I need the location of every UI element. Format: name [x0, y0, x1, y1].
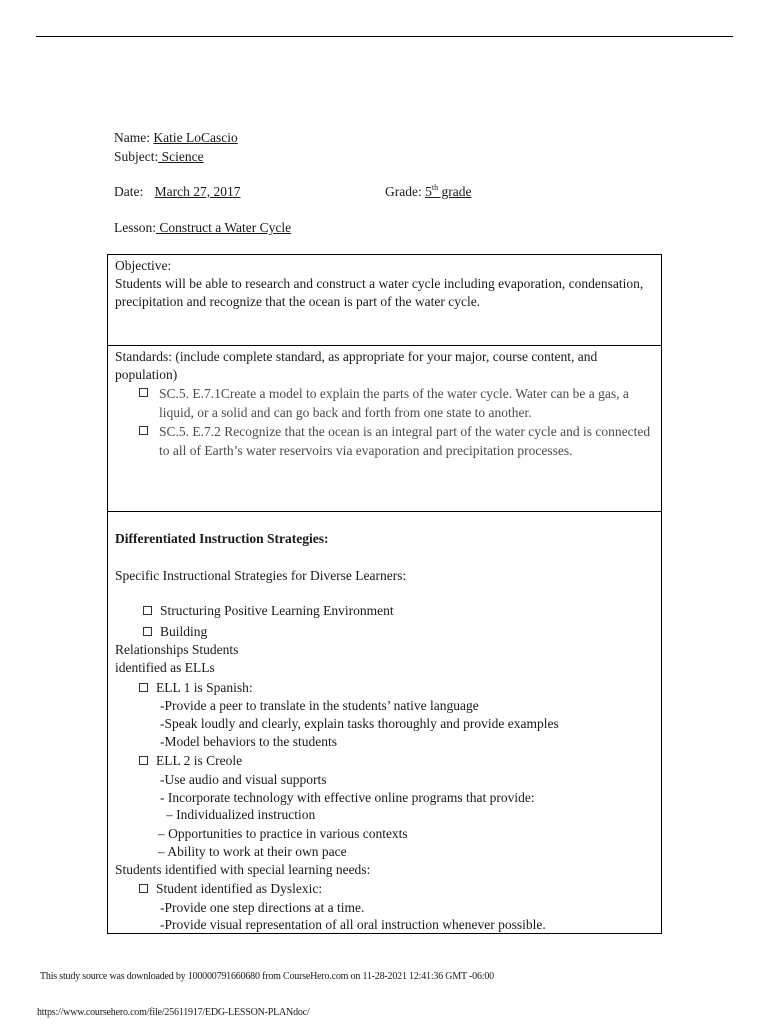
ell1-point: -Provide a peer to translate in the students’ native language: [160, 698, 479, 713]
lesson-value: Construct a Water Cycle: [156, 220, 292, 235]
dyslexic-checkbox[interactable]: [139, 884, 148, 893]
differentiated-heading: Differentiated Instruction Strategies:: [115, 531, 329, 546]
dyslexic-item: [139, 880, 322, 898]
ell2-subpoint: – Individualized instruction: [166, 807, 316, 822]
ell1-checkbox[interactable]: [139, 683, 148, 692]
strategy-1-checkbox[interactable]: [143, 606, 152, 615]
strategy-item-1: [143, 602, 394, 620]
ell2-subpoint: – Ability to work at their own pace: [158, 844, 347, 859]
ell2-checkbox[interactable]: [139, 756, 148, 765]
date-line: [114, 183, 240, 201]
name-value: Katie LoCascio: [153, 130, 238, 145]
grade-number: 5: [425, 184, 432, 199]
standard-2-text: SC.5. E.7.2 Recognize that the ocean is an integral part of the water cycle and is connected to all of Earth’s water reservoirs via evaporation and precipitation processes.: [159, 424, 651, 458]
special-needs-line: Students identified with special learning needs:: [115, 862, 371, 877]
standards-box: [107, 345, 662, 512]
grade-line: [385, 183, 471, 201]
grade-suffix: grade: [438, 184, 472, 199]
name-line: [114, 129, 238, 147]
ell2-item: [139, 752, 242, 770]
identified-ells-line: identified as ELLs: [115, 660, 215, 675]
differentiated-box: [107, 511, 662, 934]
ell1-text: ELL 1 is Spanish:: [156, 680, 253, 695]
date-label: Date:: [114, 184, 144, 199]
relationships-line: Relationships Students: [115, 642, 239, 657]
standard-1-text: SC.5. E.7.1Create a model to explain the parts of the water cycle. Water can be a gas, a liquid, or a solid and can go back and forth from one state to another.: [159, 386, 629, 420]
lesson-line: [114, 219, 291, 237]
standard-2-checkbox[interactable]: [139, 426, 148, 435]
subject-line: [114, 148, 204, 166]
objective-label: Objective:: [115, 258, 172, 273]
standards-label: Standards: (include complete standard, as appropriate for your major, course content, and population): [115, 349, 598, 382]
ell2-point: - Incorporate technology with effective online programs that provide:: [160, 790, 535, 805]
standard-1-checkbox-wrap: [139, 385, 157, 401]
strategy-1-text: Structuring Positive Learning Environment: [160, 603, 394, 618]
top-rule: [36, 36, 733, 37]
subject-label: Subject:: [114, 149, 159, 164]
download-note: This study source was downloaded by 100000791660680 from CourseHero.com on 11-28-2021 12:41:36 GMT -06:00: [40, 971, 494, 982]
grade-value: [425, 184, 471, 199]
ell1-point: -Model behaviors to the students: [160, 734, 337, 749]
objective-box: [107, 254, 662, 346]
name-label: Name:: [114, 130, 150, 145]
ell2-text: ELL 2 is Creole: [156, 753, 243, 768]
strategy-2-checkbox[interactable]: [143, 627, 152, 636]
ell1-point: -Speak loudly and clearly, explain tasks thoroughly and provide examples: [160, 716, 559, 731]
strategy-item-2: [143, 623, 207, 641]
subject-value: Science: [158, 149, 204, 164]
grade-superscript: th: [431, 183, 439, 192]
source-url[interactable]: https://www.coursehero.com/file/25611917/EDG-LESSON-PLANdoc/: [37, 1007, 310, 1018]
lesson-label: Lesson:: [114, 220, 156, 235]
ell2-point: -Use audio and visual supports: [160, 772, 327, 787]
standard-2-checkbox-wrap: [139, 423, 157, 439]
dyslexic-point: -Provide one step directions at a time.: [160, 900, 365, 915]
objective-text: Students will be able to research and construct a water cycle including evaporation, condensation, precipitation and recognize that the ocean is part of the water cycle.: [115, 276, 644, 309]
ell2-subpoint: – Opportunities to practice in various contexts: [158, 826, 408, 841]
grade-label: Grade:: [385, 184, 422, 199]
date-value: March 27, 2017: [154, 184, 241, 199]
ell1-item: [139, 679, 253, 697]
differentiated-subheading: Specific Instructional Strategies for Diverse Learners:: [115, 568, 407, 583]
standard-1-checkbox[interactable]: [139, 388, 148, 397]
dyslexic-text: Student identified as Dyslexic:: [156, 881, 323, 896]
dyslexic-point: -Provide visual representation of all oral instruction whenever possible.: [160, 917, 546, 932]
strategy-2-text: Building: [160, 624, 208, 639]
